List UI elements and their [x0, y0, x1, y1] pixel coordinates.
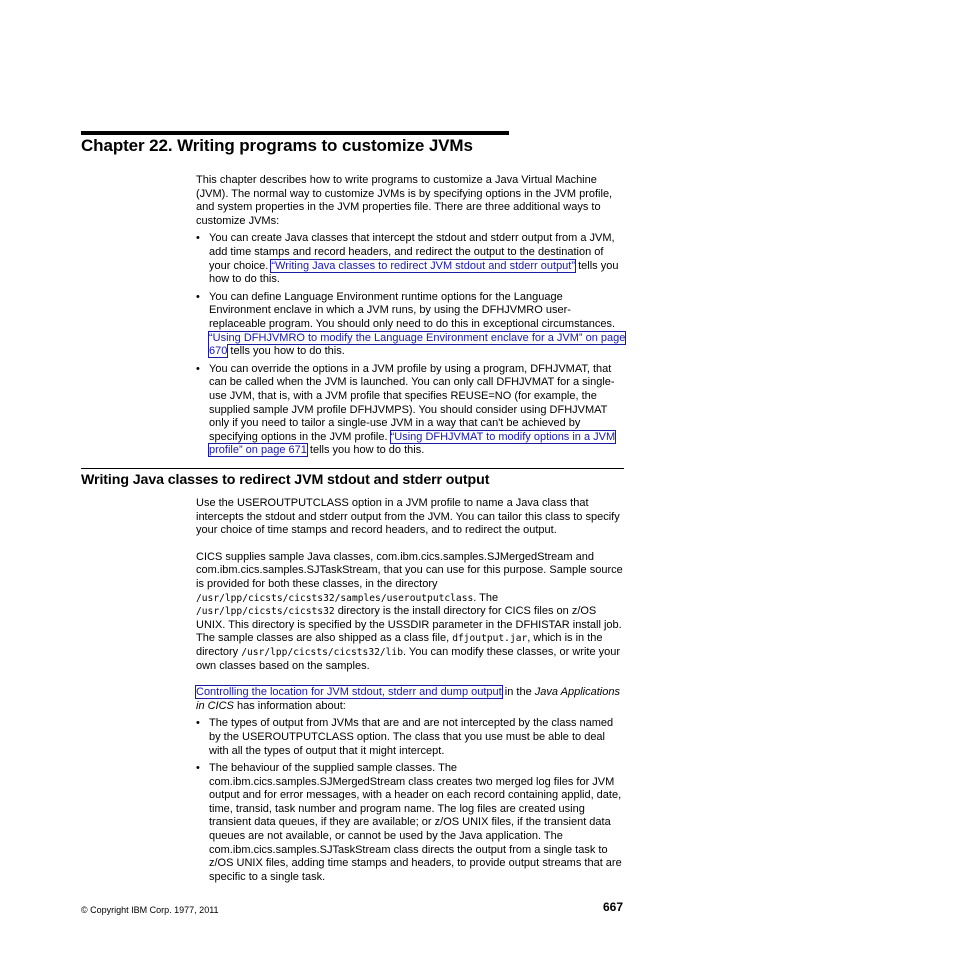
list-item — [196, 291, 626, 359]
para-text: in the — [504, 686, 532, 699]
section-paragraph-2 — [196, 551, 626, 673]
list-item — [196, 363, 626, 458]
bullet-text: tells you how to do this. — [209, 259, 619, 286]
section-title: Writing Java classes to redirect JVM stdout and stderr output — [81, 472, 490, 488]
chapter-rule — [81, 131, 509, 135]
bullet-text: tells you how to do this. — [309, 444, 425, 457]
intro-bullet-list — [196, 232, 626, 458]
bullet-text: You can define Language Environment runtime options for the Language Environment enclave in which a JVM runs, by using the DFHJVMRO user-replaceable program. You should only need to do this in exceptional circumstances. — [209, 290, 616, 330]
bullet-text: tells you how to do this. — [230, 345, 345, 358]
para-text: has information about: — [236, 699, 346, 712]
para-text: CICS supplies sample Java classes, com.ibm.cics.samples.SJMergedStream and com.ibm.cics.samples.SJTaskStream, that you can use for this purpose. Sample source is provided for both these classes, in the directory — [196, 550, 623, 590]
list-item: • The types of output from JVMs that are and are not intercepted by the class named by the USEROUTPUTCLASS option. The class that you use must be able to deal with all the types of output that it might intercept. — [196, 717, 626, 758]
bullet-text: You can create Java classes that intercept the stdout and stderr output from a JVM, add time stamps and record headers, and redirect the output to the destination of your choice. — [209, 232, 615, 272]
para-text: , which is in the directory — [196, 632, 603, 658]
page-number: 667 — [602, 900, 623, 914]
code-jar-file: dfjoutput.jar — [452, 633, 528, 645]
para-text: directory is the install directory for CICS files on z/OS UNIX. This directory is specified by the USSDIR parameter in the DFHISTAR install job. The sample classes are also shipped as a class file, — [196, 605, 622, 645]
section-paragraph-3 — [196, 686, 626, 713]
section-body — [196, 497, 626, 888]
section-rule — [81, 468, 624, 469]
code-path-samples: /usr/lpp/cicsts/cicsts32/samples/useroutputclass — [196, 592, 474, 604]
intro-paragraph: This chapter describes how to write programs to customize a Java Virtual Machine (JVM). The normal way to customize JVMs is by specifying options in the JVM profile, and system properties in the JVM properties file. There are three additional ways to customize JVMs: — [196, 174, 613, 227]
xref-dfhjvmro-link[interactable]: “Using DFHJVMRO to modify the Language Environment enclave for a JVM” on page 670 — [209, 331, 626, 358]
section-bullet-list — [196, 717, 626, 884]
code-path-install: /usr/lpp/cicsts/cicsts32 — [196, 606, 335, 618]
bullet-text: You can override the options in a JVM profile by using a program, DFHJVMAT, that can be called when the JVM is launched. You can only call DFHJVMAT for a single-use JVM, that is, with a JVM profile that specifies REUSE=NO (for example, the supplied sample JVM profile DFHJVMPS). You should consider using DFHJVMAT only if you need to tailor a single-use JVM in a way that can't be achieved by specifying options in the JVM profile. — [209, 362, 615, 443]
code-path-lib: /usr/lpp/cicsts/cicsts32/lib — [241, 646, 403, 658]
xref-writing-java-classes-link[interactable]: “Writing Java classes to redirect JVM stdout and stderr output” — [271, 259, 576, 272]
section-paragraph-1: Use the USEROUTPUTCLASS option in a JVM profile to name a Java class that intercepts the stdout and stderr output from the JVM. You can tailor this class to specify your choice of time stamps and record headers, and to redirect the output. — [196, 497, 620, 537]
para-text: . The — [473, 591, 499, 604]
xref-controlling-location-link[interactable]: Controlling the location for JVM stdout, stderr and dump output — [196, 686, 502, 699]
copyright: © Copyright IBM Corp. 1977, 2011 — [81, 905, 219, 915]
para-text: . You can modify these classes, or write your own classes based on the samples. — [196, 645, 621, 672]
chapter-title: Chapter 22. Writing programs to customize JVMs — [81, 136, 473, 155]
xref-dfhjvmat-link[interactable]: “Using DFHJVMAT to modify options in a JVM profile” on page 671 — [209, 430, 616, 457]
list-item — [196, 232, 626, 286]
list-item: • The behaviour of the supplied sample classes. The com.ibm.cics.samples.SJMergedStream class creates two merged log files for JVM output and for error messages, with a header on each record containing applid, date, time, transid, task number and program name. The log files are created using transient data queues, if they are available; or z/OS UNIX files, if the transient data queues are not available, or cannot be used by the Java application. The com.ibm.cics.samples.SJTaskStream class directs the output from a single task to z/OS UNIX files, adding time stamps and headers, to provide output streams that are specific to a single task. — [196, 762, 626, 884]
chapter-intro — [196, 174, 626, 462]
book-title: Java Applications in CICS — [196, 686, 620, 712]
